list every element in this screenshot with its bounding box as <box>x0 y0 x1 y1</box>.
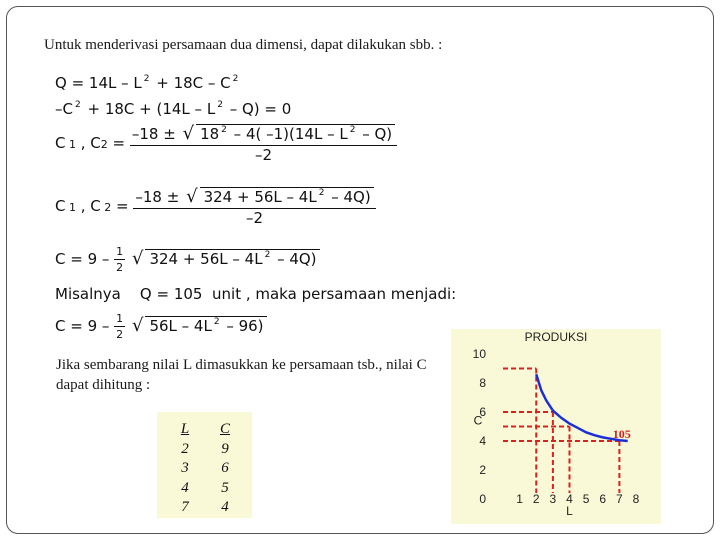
x-tick-label: 7 <box>616 492 623 506</box>
table-cell: 9 <box>221 440 229 457</box>
equation-7: C = 9 – $\frac{1}{2}$ √ 56L – 4L $^2$ – 96) <box>55 313 267 340</box>
x-tick-label: 8 <box>632 492 640 506</box>
x-tick-label: 4 <box>566 492 573 506</box>
x-tick-label: 1 <box>516 492 523 506</box>
y-tick-label: 6 <box>479 405 486 419</box>
table-header-c: C <box>219 421 230 437</box>
table-column-l <box>175 420 195 518</box>
y-tick-label: 8 <box>479 376 486 390</box>
table-cell: 7 <box>181 499 189 515</box>
x-axis-label: L <box>566 504 573 518</box>
body-text: Jika sembarang nilai L dimasukkan ke persamaan tsb., nilai C dapat dihitung : <box>56 357 427 393</box>
chart-svg <box>451 329 661 524</box>
x-tick-label: 2 <box>532 492 540 506</box>
table-header-l: L <box>180 421 190 437</box>
equation-4: C 1 , C 2 = $\frac{-18 \pm √ 324 + 56L - 4L ^2 - 4Q)}{-2}$ <box>55 187 376 226</box>
lc-table <box>157 412 252 518</box>
produksi-chart <box>451 329 661 524</box>
table-cell: 2 <box>181 440 189 457</box>
x-tick-label: 5 <box>582 492 590 506</box>
y-tick-label: 4 <box>479 434 486 448</box>
y-axis-label: C <box>473 413 483 428</box>
table-column-c <box>215 420 235 518</box>
equation-1: Q = 14L – L $^2$ + 18C – C $^2$ <box>55 74 239 92</box>
chart-title: PRODUKSI <box>524 330 588 344</box>
y-tick-label: 0 <box>479 492 486 506</box>
equation-6: Misalnya Q = 105 unit , maka persamaan menjadi: <box>55 285 457 303</box>
slide-title: Untuk menderivasi persamaan dua dimensi, dapat dilakukan sbb. : <box>44 37 443 53</box>
x-tick-label: 6 <box>599 492 607 506</box>
y-tick-label: 2 <box>479 463 486 477</box>
y-tick-label: 10 <box>472 347 486 361</box>
table-cell: 4 <box>221 499 229 515</box>
table-cell: 4 <box>181 479 189 496</box>
table-cell: 6 <box>221 460 229 476</box>
equation-5: C = 9 – $\frac{1}{2}$ √ 324 + 56L – 4L $^2$ – 4Q) <box>55 246 320 273</box>
equation-3: C 1 , C2 = $\frac{-18 \pm √ 18 ^2 - 4( -1)(14L - L ^2 - Q)}{-2}$ <box>55 124 397 163</box>
curve-annotation: 105 <box>612 427 631 441</box>
equation-2: –C $^2$ + 18C + (14L – L $^2$ – Q) = 0 <box>55 100 292 118</box>
x-tick-label: 3 <box>549 492 557 506</box>
table-cell: 3 <box>181 460 189 476</box>
table-cell: 5 <box>221 479 229 496</box>
